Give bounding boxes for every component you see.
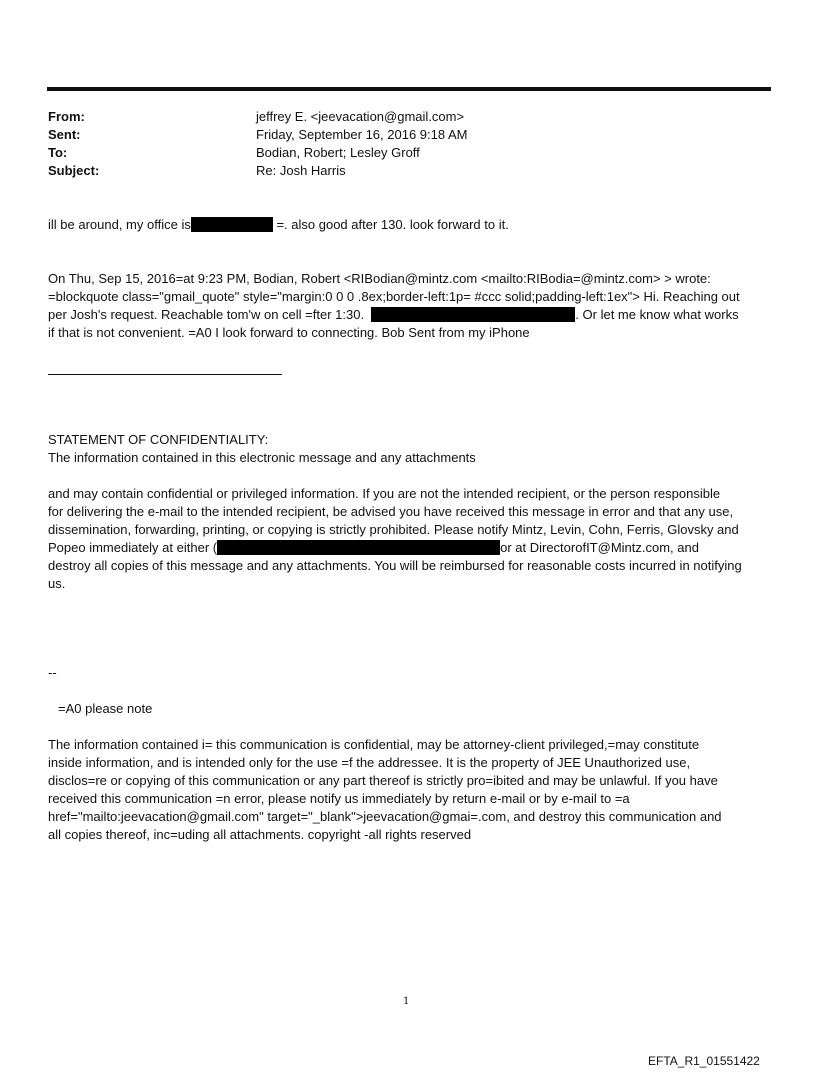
reply-text-start: ill be around, my office is <box>48 217 191 232</box>
subject-label: Subject: <box>48 163 100 178</box>
redaction-box <box>371 307 575 322</box>
quote-line-3 <box>48 307 739 322</box>
header-rule <box>47 87 771 91</box>
quote-line-1: On Thu, Sep 15, 2016=at 9:23 PM, Bodian, Robert <RIBodian@mintz.com <mailto:RIBodia=@mintz.com> > wrote: <box>48 271 711 286</box>
redaction-box <box>217 540 500 555</box>
from-value: jeffrey E. <jeevacation@gmail.com> <box>256 109 465 124</box>
bates-number: EFTA_R1_01551422 <box>648 1054 760 1068</box>
from-label: From: <box>48 109 85 124</box>
confidentiality-line-1: The information contained in this electronic message and any attachments <box>48 450 476 465</box>
confidentiality-line-6: destroy all copies of this message and any attachments. You will be reimbursed for reasonable costs incurred in notifying <box>48 558 742 573</box>
please-note-line: =A0 please note <box>58 701 153 716</box>
confidentiality-heading: STATEMENT OF CONFIDENTIALITY: <box>48 432 269 447</box>
confidentiality-line-4: dissemination, forwarding, printing, or copying is strictly prohibited. Please notify Mintz, Levin, Cohn, Ferris, Glovsky and <box>48 522 739 537</box>
to-value: Bodian, Robert; Lesley Groff <box>256 145 420 160</box>
sent-label: Sent: <box>48 127 81 142</box>
confidentiality-line-2: and may contain confidential or privileged information. If you are not the intended recipient, or the person responsible <box>48 486 721 501</box>
reply-text-end: =. also good after 130. look forward to it. <box>276 217 509 232</box>
confidentiality-line-7: us. <box>48 576 66 591</box>
footer-line-6: all copies thereof, inc=uding all attachments. copyright -all rights reserved <box>48 827 472 842</box>
redaction-box <box>191 217 273 232</box>
footer-line-5: href="mailto:jeevacation@gmail.com" target="_blank">jeevacation@gmai=.com, and destroy this communication and <box>48 809 722 824</box>
confidentiality-line-5-start: Popeo immediately at either ( <box>48 540 218 555</box>
sent-value: Friday, September 16, 2016 9:18 AM <box>256 127 468 142</box>
confidentiality-line-3: for delivering the e-mail to the intended recipient, be advised you have received this message in error and that any use, <box>48 504 734 519</box>
footer-line-1: The information contained i= this communication is confidential, may be attorney-client privileged,=may constitute <box>48 737 700 752</box>
quote-line-3-end: . Or let me know what works <box>575 307 739 322</box>
to-label: To: <box>48 145 68 160</box>
page-number: 1 <box>403 996 410 1007</box>
footer-line-2: inside information, and is intended only for the use =f the addressee. It is the property of JEE Unauthorized use, <box>48 755 691 770</box>
confidentiality-line-5-end: or at DirectorofIT@Mintz.com, and <box>500 540 699 555</box>
footer-line-4: received this communication =n error, please notify us immediately by return e-mail or by e-mail to =a <box>48 791 630 806</box>
quote-line-3-start: per Josh's request. Reachable tom'w on cell =fter 1:30. <box>48 307 365 322</box>
quote-line-2: =blockquote class="gmail_quote" style="margin:0 0 0 .8ex;border-left:1p= #ccc solid;padding-left:1ex"> Hi. Reaching out <box>48 289 740 304</box>
signature-dashes: -- <box>48 665 57 680</box>
confidentiality-line-5 <box>48 540 699 555</box>
subject-value: Re: Josh Harris <box>256 163 346 178</box>
quote-line-4: if that is not convenient. =A0 I look forward to connecting. Bob Sent from my iPhone <box>48 325 530 340</box>
footer-line-3: disclos=re or copying of this communication or any part thereof is strictly pro=ibited and may be unlawful. If you have <box>48 773 718 788</box>
reply-line <box>48 217 509 232</box>
signature-rule <box>48 374 282 375</box>
